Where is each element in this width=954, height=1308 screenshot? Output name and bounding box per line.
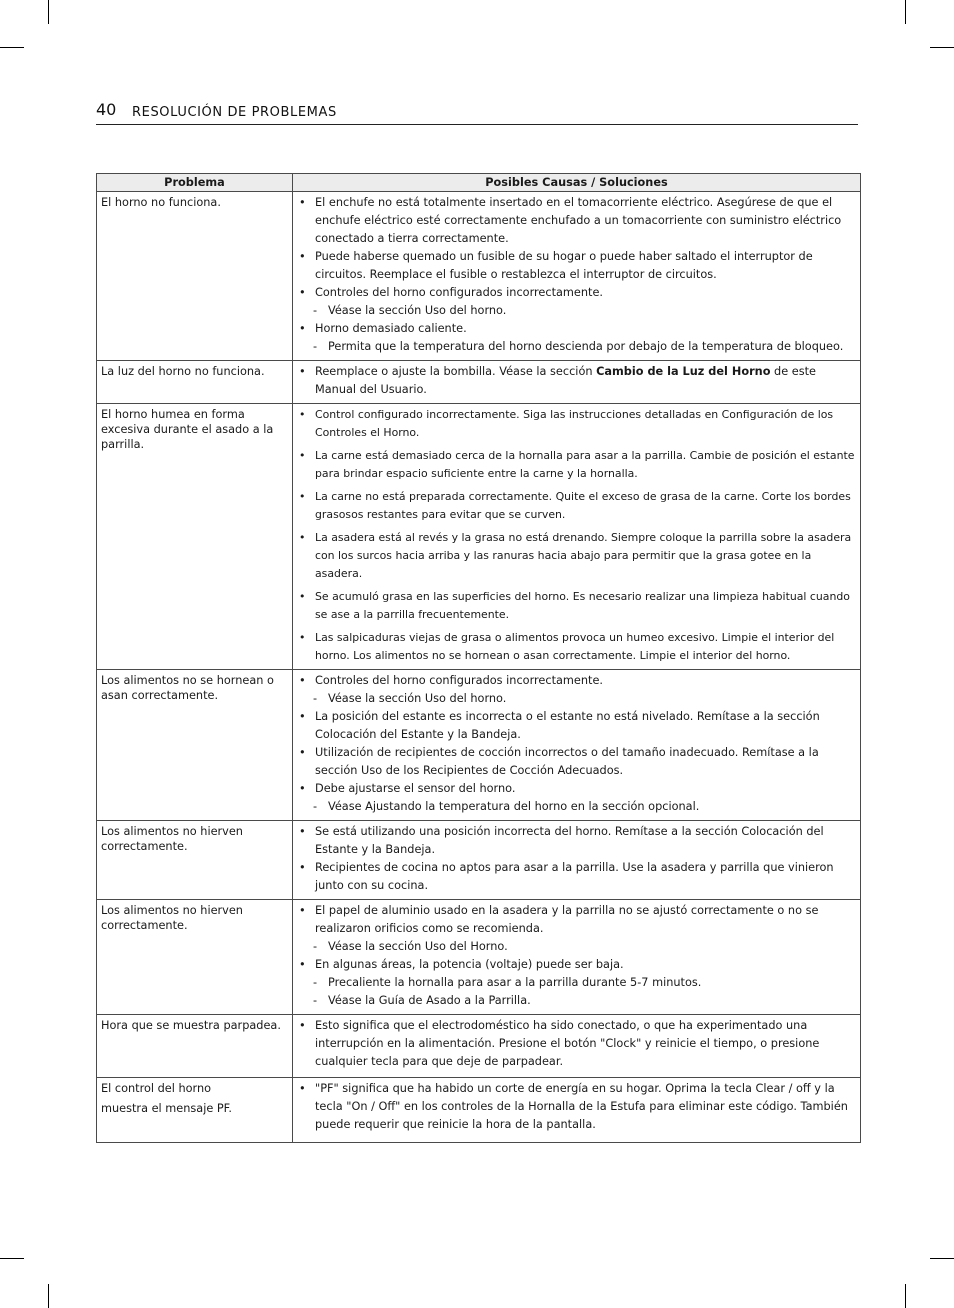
crop-mark	[0, 1258, 24, 1259]
page-header	[96, 100, 858, 125]
problem-cell	[97, 404, 293, 670]
table-row	[97, 1078, 861, 1143]
solution-item: • En algunas áreas, la potencia (voltaje) puede ser baja.	[297, 956, 858, 974]
solution-subitem: - Véase Ajustando la temperatura del horno en la sección opcional.	[297, 798, 858, 816]
problem-text: La luz del horno no funciona.	[101, 365, 265, 378]
solution-item: • Control configurado incorrectamente. Siga las instrucciones detalladas en Configuración de los Controles el Horno.	[297, 406, 858, 442]
solution-item: • La posición del estante es incorrecta o el estante no está nivelado. Remítase a la sección Colocación del Estante y la Bandeja.	[297, 708, 858, 744]
solution-item: • El papel de aluminio usado en la asadera y la parrilla no se ajustó correctamente o no se realizaron orificios como se recomienda.	[297, 902, 858, 938]
problem-cell	[97, 1015, 293, 1078]
problem-cell	[97, 900, 293, 1015]
solution-cell	[293, 1015, 861, 1078]
crop-mark	[930, 1258, 954, 1259]
solution-item: • Controles del horno configurados incorrectamente.	[297, 284, 858, 302]
problem-text: Los alimentos no hierven correctamente.	[101, 904, 243, 932]
solution-subitem: - Permita que la temperatura del horno descienda por debajo de la temperatura de bloqueo.	[297, 338, 858, 356]
solution-item: • Controles del horno configurados incorrectamente.	[297, 672, 858, 690]
solution-subitem: - Véase la sección Uso del horno.	[297, 302, 858, 320]
solution-item: • El enchufe no está totalmente insertado en el tomacorriente eléctrico. Asegúrese de que el enchufe eléctrico esté correctamente enchufado a un tomacorriente con suministro eléctrico conectado a tierra correctamente.	[297, 194, 858, 248]
solution-item: • Esto significa que el electrodoméstico ha sido conectado, o que ha experimentado una interrupción en la alimentación. Presione el botón "Clock" y reinicie el tiempo, o presione cualquier tecla para que deje de parpadear.	[297, 1017, 858, 1071]
solution-item: • La carne está demasiado cerca de la hornalla para asar a la parrilla. Cambie de posición el estante para brindar espacio suficiente entre la carne y la hornalla.	[297, 447, 858, 483]
solution-subitem: - Véase la sección Uso del Horno.	[297, 938, 858, 956]
section-title: RESOLUCIÓN DE PROBLEMAS	[132, 105, 337, 120]
troubleshooting-table	[96, 173, 861, 1143]
solution-text: de este Manual del Usuario.	[315, 365, 816, 396]
page-number: 40	[96, 100, 117, 119]
solution-item: • Se acumuló grasa en las superficies del horno. Es necesario realizar una limpieza habitual cuando se ase a la parrilla frecuentemente.	[297, 588, 858, 624]
solution-item: • Las salpicaduras viejas de grasa o alimentos provoca un humeo excesivo. Limpie el interior del horno. Los alimentos no se hornean o asan correctamente. Limpie el interior del horno.	[297, 629, 858, 665]
solution-item: • Horno demasiado caliente.	[297, 320, 858, 338]
problem-cell	[97, 192, 293, 361]
table-row	[97, 192, 861, 361]
crop-mark	[930, 47, 954, 48]
column-header-solutions: Posibles Causas / Soluciones	[293, 174, 861, 192]
table-row	[97, 900, 861, 1015]
section-reference: Cambio de la Luz del Horno	[596, 365, 771, 378]
table-row	[97, 404, 861, 670]
solution-cell	[293, 670, 861, 821]
solution-item: • Debe ajustarse el sensor del horno.	[297, 780, 858, 798]
problem-text: Los alimentos no hierven correctamente.	[101, 825, 243, 853]
solution-subitem: - Véase la sección Uso del horno.	[297, 690, 858, 708]
solution-item: • La asadera está al revés y la grasa no está drenando. Siempre coloque la parrilla sobre la asadera con los surcos hacia arriba y las ranuras hacia abajo para permitir que la grasa gotee en la asadera.	[297, 529, 858, 583]
crop-mark	[905, 1284, 906, 1308]
problem-text: El horno no funciona.	[101, 196, 221, 209]
problem-text-line: muestra el mensaje PF.	[101, 1102, 232, 1115]
crop-mark	[48, 0, 49, 24]
solution-cell	[293, 900, 861, 1015]
solution-item: • Recipientes de cocina no aptos para asar a la parrilla. Use la asadera y parrilla que vinieron junto con su cocina.	[297, 859, 858, 895]
solution-cell	[293, 404, 861, 670]
solution-subitem: - Véase la Guía de Asado a la Parrilla.	[297, 992, 858, 1010]
solution-item: • "PF" significa que ha habido un corte de energía en su hogar. Oprima la tecla Clear / off y la tecla "On / Off" en los controles de la Hornalla de la Estufa para eliminar este código. También puede requerir que reinicie la hora de la pantalla.	[297, 1080, 858, 1134]
table-row	[97, 1015, 861, 1078]
table-header-row	[97, 174, 861, 192]
solution-item: • Se está utilizando una posición incorrecta del horno. Remítase a la sección Colocación del Estante y la Bandeja.	[297, 823, 858, 859]
problem-cell	[97, 670, 293, 821]
solution-cell	[293, 1078, 861, 1143]
solution-item: • Utilización de recipientes de cocción incorrectos o del tamaño inadecuado. Remítase a la sección Uso de los Recipientes de Cocción Adecuados.	[297, 744, 858, 780]
solution-subitem: - Precaliente la hornalla para asar a la parrilla durante 5-7 minutos.	[297, 974, 858, 992]
problem-text: El horno humea en forma excesiva durante el asado a la parrilla.	[101, 408, 274, 451]
crop-mark	[905, 0, 906, 24]
column-header-problem: Problema	[97, 174, 293, 192]
problem-cell	[97, 821, 293, 900]
solution-item: • Puede haberse quemado un fusible de su hogar o puede haber saltado el interruptor de circuitos. Reemplace el fusible o restablezca el interruptor de circuitos.	[297, 248, 858, 284]
table-row	[97, 670, 861, 821]
problem-text: Los alimentos no se hornean o asan correctamente.	[101, 674, 274, 702]
problem-cell	[97, 361, 293, 404]
problem-cell	[97, 1078, 293, 1143]
solution-cell	[293, 821, 861, 900]
solution-cell	[293, 361, 861, 404]
table-row	[97, 821, 861, 900]
crop-mark	[48, 1284, 49, 1308]
solution-cell	[293, 192, 861, 361]
solution-text: Reemplace o ajuste la bombilla. Véase la sección	[315, 365, 597, 378]
table-row	[97, 361, 861, 404]
solution-item: • La carne no está preparada correctamente. Quite el exceso de grasa de la carne. Corte los bordes grasosos restantes para evitar que se curven.	[297, 488, 858, 524]
solution-item	[297, 363, 858, 399]
problem-text: Hora que se muestra parpadea.	[101, 1019, 281, 1032]
problem-text-line: El control del horno	[101, 1082, 212, 1095]
crop-mark	[0, 47, 24, 48]
